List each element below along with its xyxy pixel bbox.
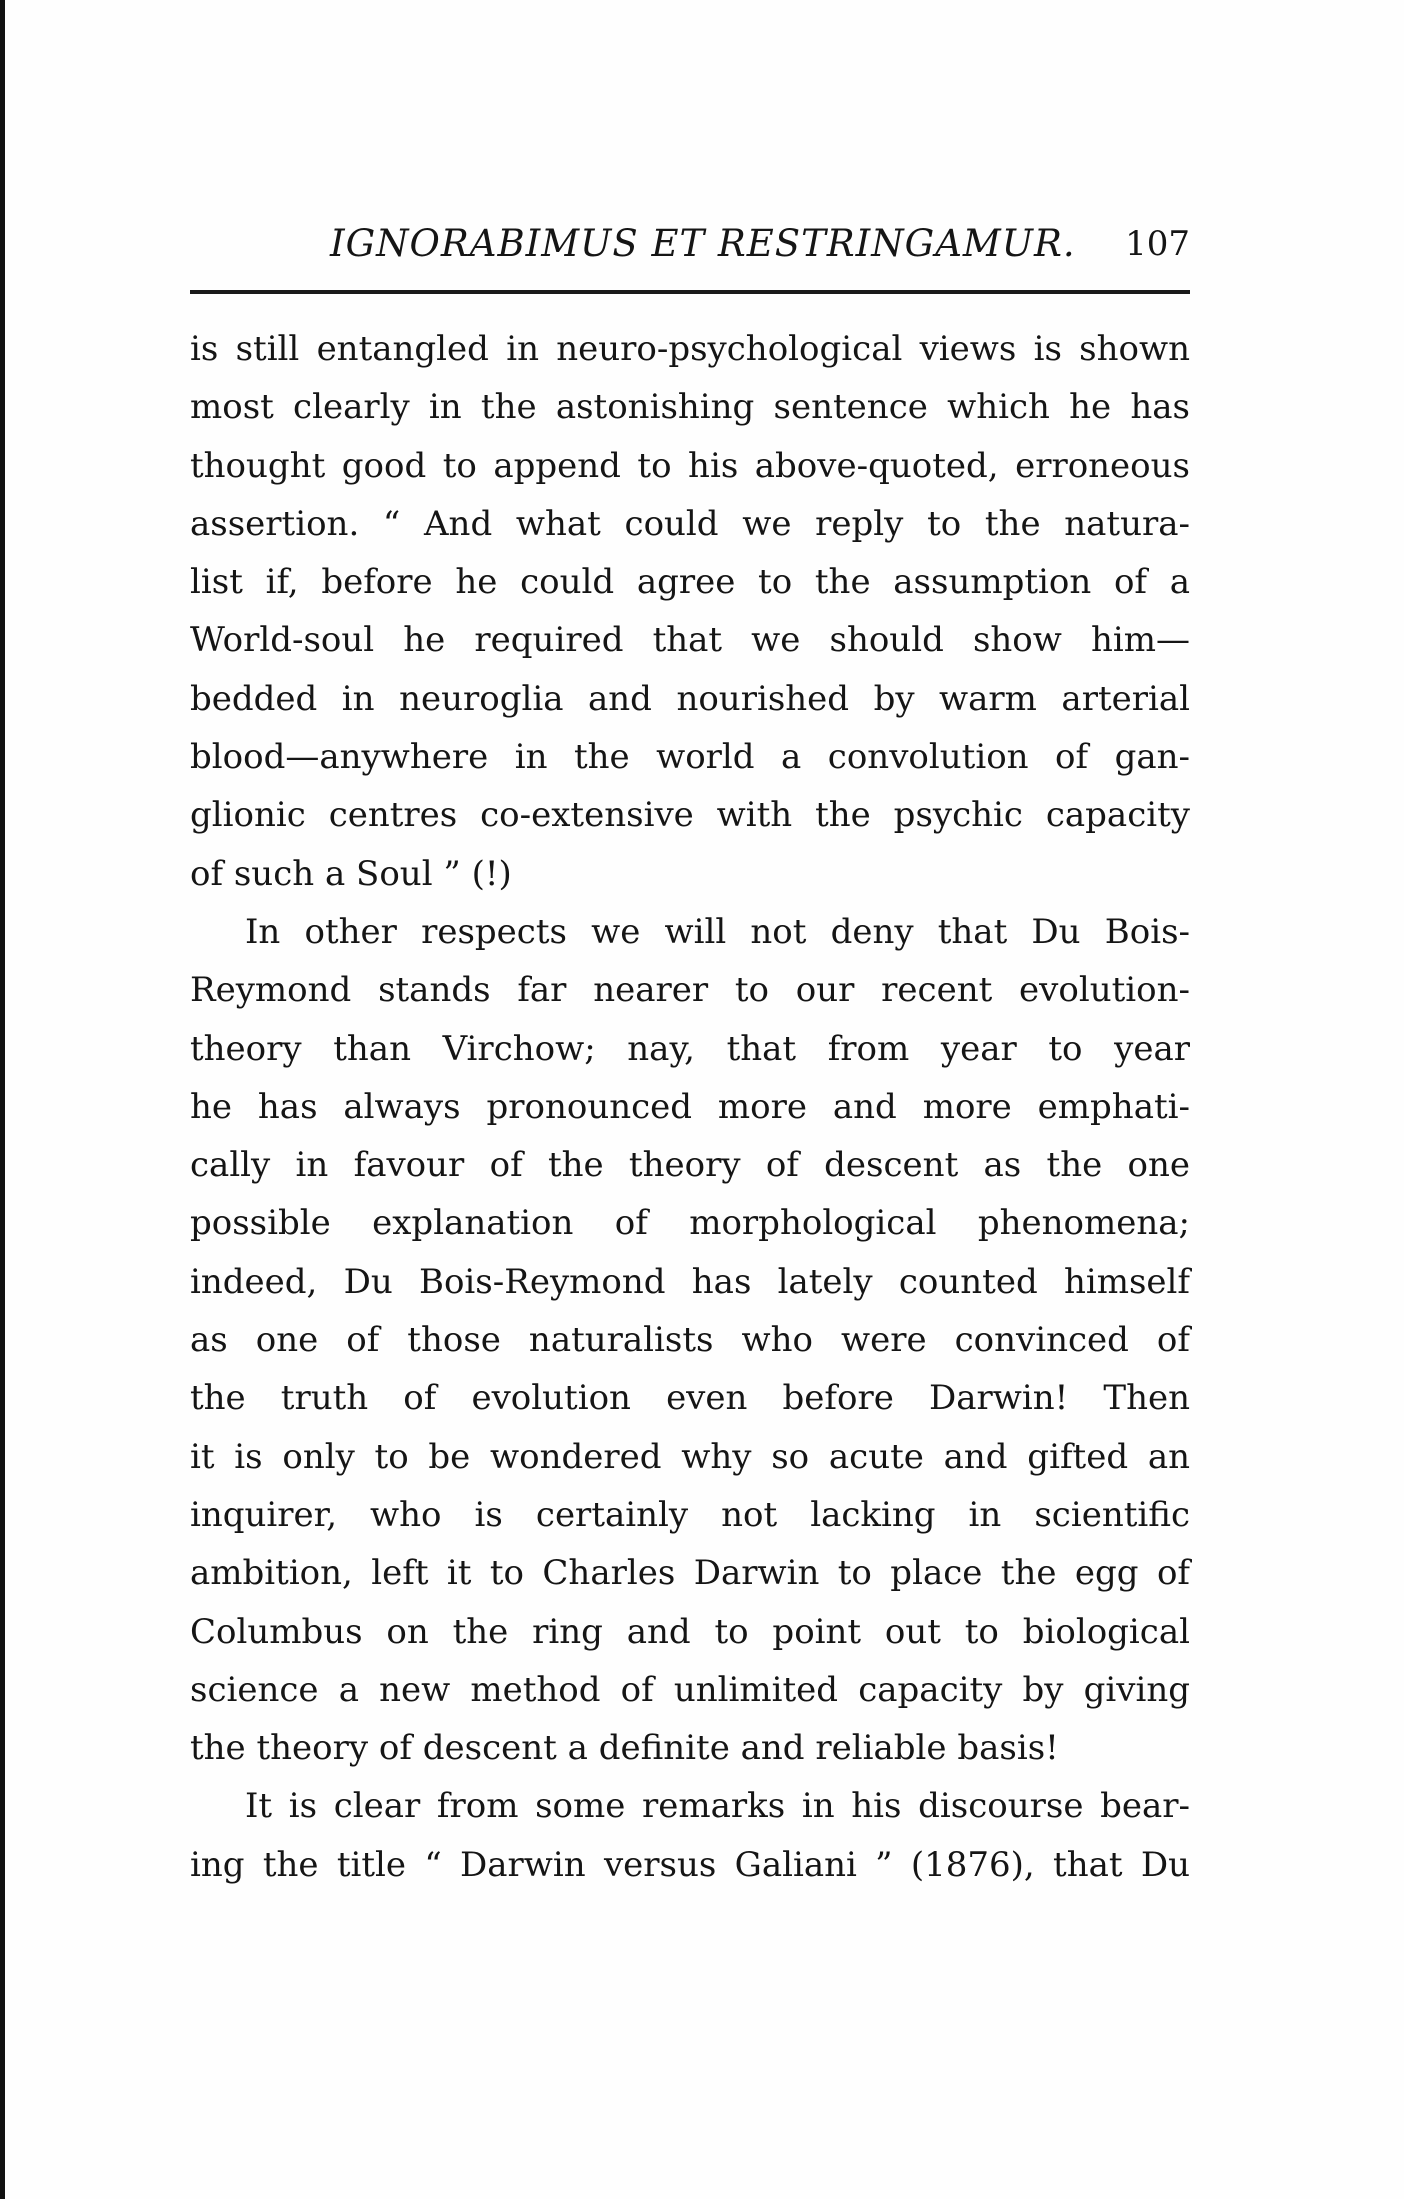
body-text (190, 320, 1190, 1894)
paragraph-end-line: of such a Soul ” (!) (190, 853, 512, 894)
text-line: Reymond stands far nearer to our recent evolution- (190, 970, 1190, 1011)
text-line: he has always pronounced more and more emphati- (190, 1086, 1190, 1127)
text-line: blood—anywhere in the world a convolution of gan- (190, 737, 1190, 778)
paragraph-start-line: It is clear from some remarks in his discourse bear- (245, 1786, 1190, 1827)
text-line: the truth of evolution even before Darwin! Then (190, 1378, 1190, 1419)
text-line: list if, before he could agree to the assumption of a (190, 562, 1190, 603)
text-line: is still entangled in neuro-psychological views is shown (190, 329, 1190, 369)
text-line: science a new method of unlimited capacity by giving (190, 1669, 1190, 1710)
page-number: 107 (1125, 224, 1190, 264)
text-line: ing the title “ Darwin versus Galiani ” (1876), that Du (190, 1844, 1190, 1885)
text-line: World-soul he required that we should show him— (190, 620, 1190, 661)
text-line: ambition, left it to Charles Darwin to place the egg of (190, 1553, 1190, 1594)
running-head (190, 222, 1190, 282)
text-line: assertion. “ And what could we reply to the natura- (190, 503, 1190, 544)
text-line: Columbus on the ring and to point out to biological (190, 1611, 1190, 1652)
text-line: it is only to be wondered why so acute and gifted an (190, 1436, 1190, 1477)
header-rule (190, 290, 1190, 294)
text-line: theory than Virchow; nay, that from year to year (190, 1028, 1190, 1069)
text-line: most clearly in the astonishing sentence which he has (190, 387, 1190, 428)
text-line: indeed, Du Bois-Reymond has lately counted himself (190, 1261, 1190, 1302)
text-line: possible explanation of morphological phenomena; (190, 1203, 1190, 1244)
paragraph-start-line: In other respects we will not deny that Du Bois- (245, 911, 1190, 952)
text-line: thought good to append to his above-quoted, erroneous (190, 445, 1190, 486)
text-line: cally in favour of the theory of descent as the one (190, 1145, 1190, 1186)
text-line: as one of those naturalists who were convinced of (190, 1320, 1190, 1361)
paragraph-end-line: the theory of descent a definite and reliable basis! (190, 1728, 1059, 1769)
running-title: IGNORABIMUS ET RESTRINGAMUR. (330, 222, 1076, 265)
text-line: inquirer, who is certainly not lacking in scientific (190, 1494, 1190, 1535)
text-line: glionic centres co-extensive with the psychic capacity (190, 795, 1190, 836)
page-binding-edge (0, 0, 5, 2199)
text-line: bedded in neuroglia and nourished by warm arterial (190, 678, 1190, 719)
